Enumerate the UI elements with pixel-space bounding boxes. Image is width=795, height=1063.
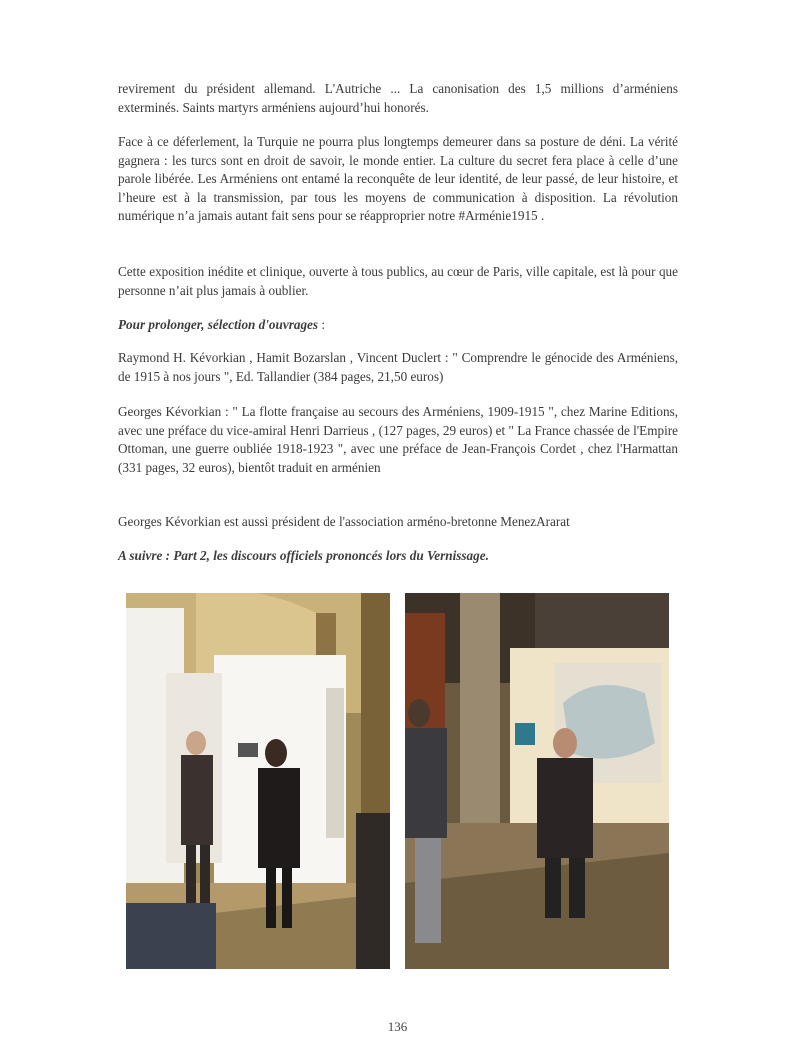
exhibition-photo-right [405, 593, 669, 969]
book-reference-2-text: Georges Kévorkian : " La flotte française au secours des Arméniens, 1909-1915 ", chez Marine Editions, avec une préface du vice-amiral Henri Darrieus , (127 pages, 29 euros) et " La France chassée de l'Empire Ottoman, une guerre oubliée 1918-1923 ", avec une préface de Jean-François Cordet , chez l'Harmattan (331 pages, 32 euros), bientôt traduit en arménien [118, 404, 678, 475]
paragraph-association [118, 513, 678, 532]
paragraph-3 [118, 263, 678, 300]
page-number: 136 [387, 1019, 408, 1034]
paragraph-3-text: Cette exposition inédite et clinique, ouverte à tous publics, au cœur de Paris, ville capitale, est là pour que personne n’ait plus jamais à oublier. [118, 264, 678, 298]
paragraph-1 [118, 80, 678, 117]
to-be-continued-text: A suivre : Part 2, les discours officiels prononcés lors du Vernissage. [118, 548, 489, 563]
paragraph-1-text: revirement du président allemand. L'Autriche ... La canonisation des 1,5 millions d’arméniens exterminés. Saints martyrs arméniens aujourd’hui honorés. [118, 81, 678, 115]
reading-selection-colon: : [318, 317, 325, 332]
reading-selection-heading [118, 316, 678, 335]
exhibition-photo-left [126, 593, 390, 969]
book-reference-1 [118, 349, 678, 386]
paragraph-association-text: Georges Kévorkian est aussi président de l'association arméno-bretonne MenezArarat [118, 514, 570, 529]
paragraph-2-text: Face à ce déferlement, la Turquie ne pourra plus longtemps demeurer dans sa posture de déni. La vérité gagnera : les turcs sont en droit de savoir, le monde entier. La culture du secret fera place à celle d’une parole libérée. Les Arméniens ont entamé la reconquête de leur identité, de leur passé, de leur histoire, et l’heure est à la transmission, par tous les moyens de communication à disposition. La révolution numérique n’a jamais autant fait sens pour se réapproprier notre #Arménie1915 . [118, 134, 678, 224]
reading-selection-title: Pour prolonger, sélection d'ouvrages [118, 317, 319, 332]
to-be-continued [118, 547, 678, 566]
paragraph-2 [118, 133, 678, 226]
book-reference-2 [118, 403, 678, 477]
book-reference-1-text: Raymond H. Kévorkian , Hamit Bozarslan , Vincent Duclert : " Comprendre le génocide des Arméniens, de 1915 à nos jours ", Ed. Tallandier (384 pages, 21,50 euros) [118, 350, 678, 384]
